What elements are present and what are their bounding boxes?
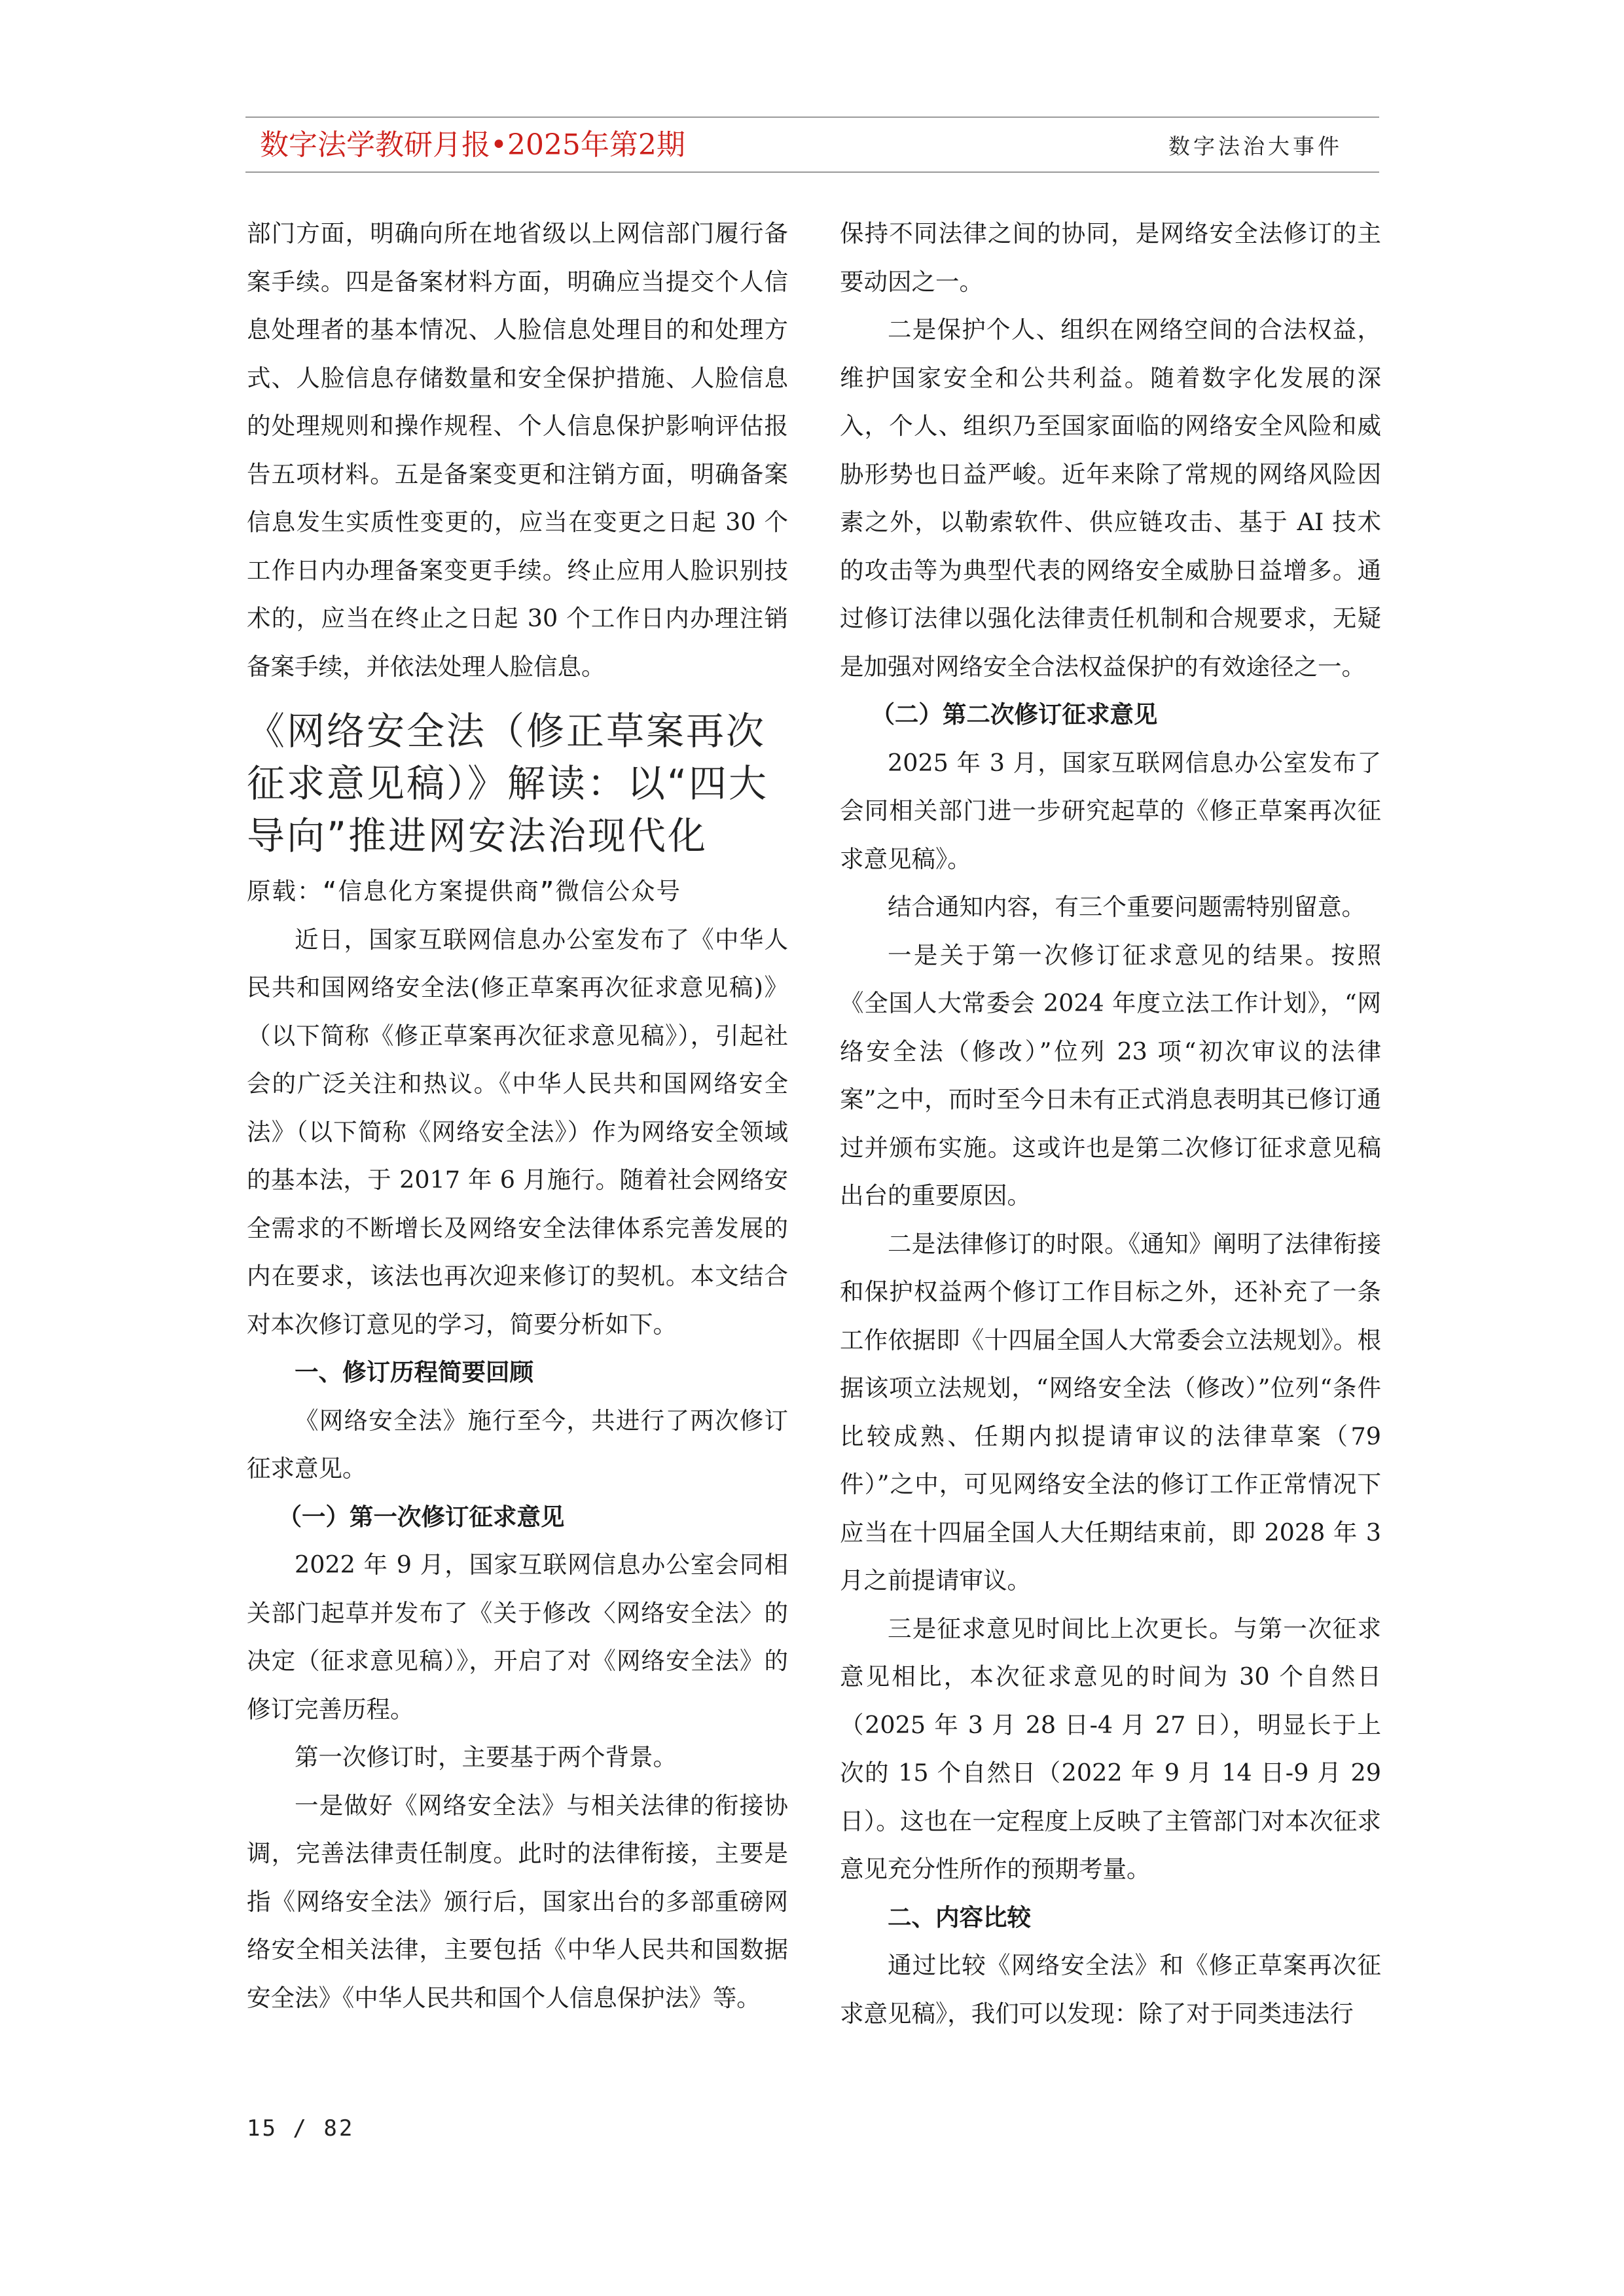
- paragraph: 通过比较《网络安全法》和《修正草案再次征求意见稿》，我们可以发现：除了对于同类违法行: [840, 1951, 1381, 2028]
- article-source: 原载：“信息化方案提供商”微信公众号: [247, 877, 681, 905]
- section-heading: 二、内容比较: [888, 1903, 1031, 1931]
- page-number: 15 / 82: [247, 2115, 355, 2142]
- subsection-heading: （二）第二次修订征求意见: [871, 700, 1158, 728]
- header-bottom-rule: [245, 171, 1379, 173]
- section-title: 数字法治大事件: [1168, 134, 1343, 159]
- publication-title: 数字法学教研月报•2025年第2期: [260, 128, 685, 162]
- article-title: 《网络安全法（修正草案再次征求意见稿）》解读：以“四大导向”推进网安法治现代化: [247, 709, 769, 858]
- paragraph: 2022 年 9 月，国家互联网信息办公室会同相关部门起草并发布了《关于修改〈网络安全法〉的决定（征求意见稿）》，开启了对《网络安全法》的修订完善历程。: [247, 1551, 788, 1723]
- paragraph: 二是法律修订的时限。《通知》阐明了法律衔接和保护权益两个修订工作目标之外，还补充了一条工作依据即《十四届全国人大常委会立法规划》。根据该项立法规划，“网络安全法（修改）”位列“条件比较成熟、任期内拟提请审议的法律草案（79 件）”之中，可见网络安全法的修订工作正常情况下应当在十四届全国人大任期结束前，即 2028 年 3 月之前提请审议。: [840, 1229, 1381, 1594]
- section-heading: 一、修订历程简要回顾: [295, 1358, 533, 1386]
- paragraph: 第一次修订时，主要基于两个背景。: [295, 1743, 677, 1771]
- paragraph: 近日，国家互联网信息办公室发布了《中华人民共和国网络安全法(修正草案再次征求意见稿)》（以下简称《修正草案再次征求意见稿》），引起社会的广泛关注和热议。《中华人民共和国网络安全法》（以下简称《网络安全法》）作为网络安全领域的基本法，于 2017 年 6 月施行。随着社会网络安全需求的不断增长及网络安全法律体系完善发展的内在要求，该法也再次迎来修订的契机。本文结合对本次修订意见的学习，简要分析如下。: [247, 925, 788, 1338]
- paragraph: 部门方面，明确向所在地省级以上网信部门履行备案手续。四是备案材料方面，明确应当提交个人信息处理者的基本情况、人脸信息处理目的和处理方式、人脸信息存储数量和安全保护措施、人脸信息的处理规则和操作规程、个人信息保护影响评估报告五项材料。五是备案变更和注销方面，明确备案信息发生实质性变更的，应当在变更之日起 30 个工作日内办理备案变更手续。终止应用人脸识别技术的，应当在终止之日起 30 个工作日内办理注销备案手续，并依法处理人脸信息。: [247, 219, 788, 681]
- paragraph: 《网络安全法》施行至今，共进行了两次修订征求意见。: [247, 1406, 788, 1482]
- paragraph: 2025 年 3 月，国家互联网信息办公室发布了会同相关部门进一步研究起草的《修正草案再次征求意见稿》。: [840, 748, 1381, 873]
- left-column: [247, 209, 788, 2022]
- paragraph: 一是做好《网络安全法》与相关法律的衔接协调，完善法律责任制度。此时的法律衔接，主要是指《网络安全法》颁行后，国家出台的多部重磅网络安全相关法律，主要包括《中华人民共和国数据安全法》《中华人民共和国个人信息保护法》等。: [247, 1791, 788, 2012]
- paragraph: 二是保护个人、组织在网络空间的合法权益，维护国家安全和公共利益。随着数字化发展的深入，个人、组织乃至国家面临的网络安全风险和威胁形势也日益严峻。近年来除了常规的网络风险因素之外，以勒索软件、供应链攻击、基于 AI 技术的攻击等为典型代表的网络安全威胁日益增多。通过修订法律以强化法律责任机制和合规要求，无疑是加强对网络安全合法权益保护的有效途径之一。: [840, 315, 1381, 681]
- subsection-heading: （一）第一次修订征求意见: [278, 1502, 565, 1531]
- paragraph: 一是关于第一次修订征求意见的结果。按照《全国人大常委会 2024 年度立法工作计划》，“网络安全法（修改）”位列 23 项“初次审议的法律案”之中，而时至今日未有正式消息表明其已修订通过并颁布实施。这或许也是第二次修订征求意见稿出台的重要原因。: [840, 941, 1381, 1210]
- paragraph: 结合通知内容，有三个重要问题需特别留意。: [888, 893, 1365, 921]
- paragraph: 保持不同法律之间的协同，是网络安全法修订的主要动因之一。: [840, 219, 1381, 296]
- header-top-rule: [245, 117, 1379, 118]
- paragraph: 三是征求意见时间比上次更长。与第一次征求意见相比，本次征求意见的时间为 30 个自然日（2025 年 3 月 28 日-4 月 27 日），明显长于上次的 15 个自然日（2022 年 9 月 14 日-9 月 29 日）。这也在一定程度上反映了主管部门对本次征求意见充分性所作的预期考量。: [840, 1614, 1381, 1883]
- right-column: [840, 209, 1381, 2037]
